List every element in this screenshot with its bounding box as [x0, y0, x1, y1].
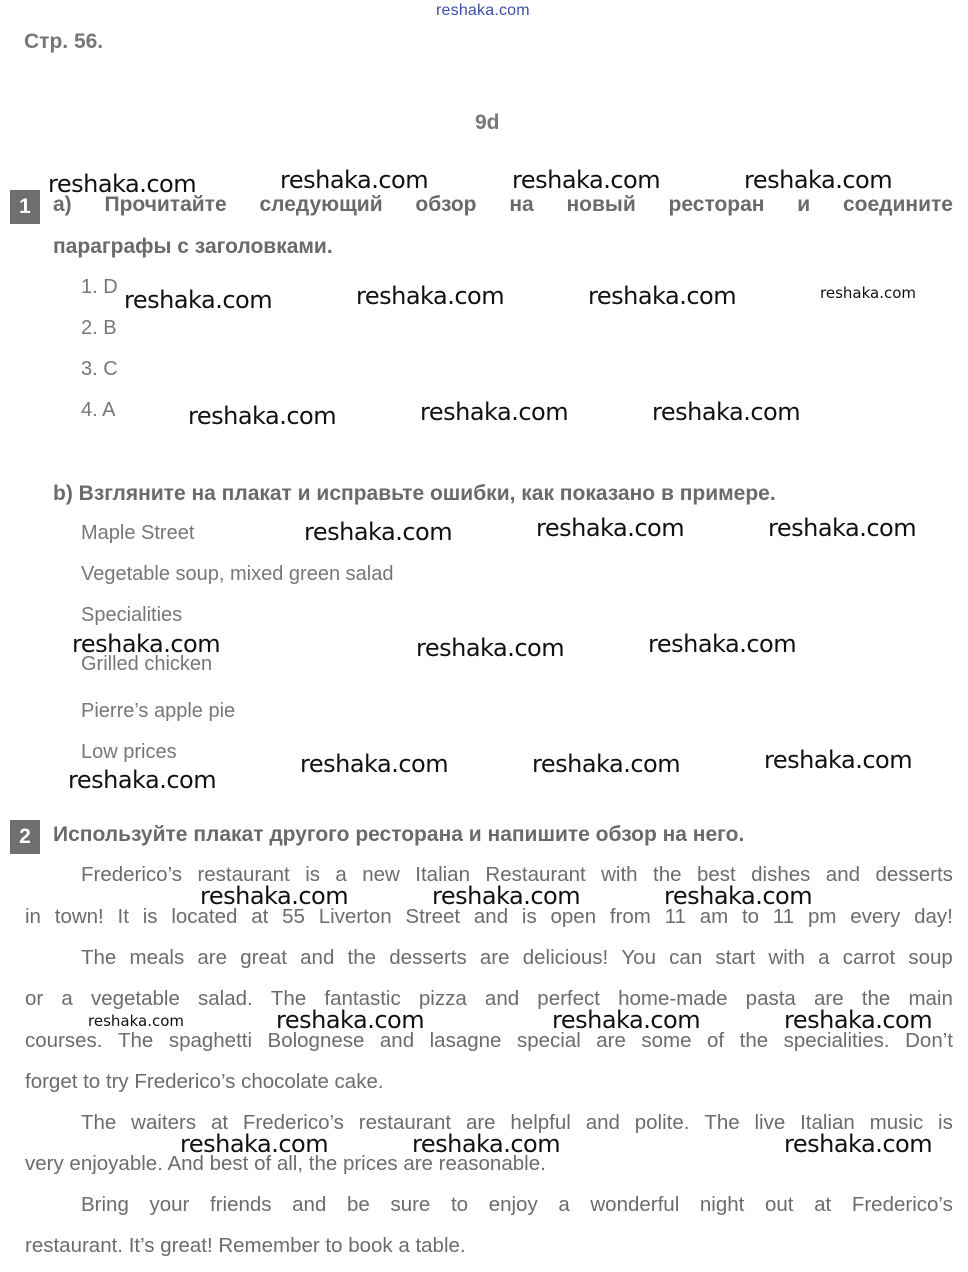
watermark: reshaka.com — [820, 284, 916, 302]
essay-word: a — [61, 987, 73, 1010]
essay-word: salad. — [198, 987, 253, 1010]
essay-word: your — [149, 1193, 190, 1216]
essay-word: lasagne — [429, 1029, 502, 1052]
essay-word: are — [596, 1029, 626, 1052]
essay-word: Italian — [415, 863, 470, 886]
essay-line — [25, 1225, 953, 1266]
essay-word: music — [869, 1111, 924, 1134]
heading-word: соедините — [843, 193, 953, 216]
essay-word: desserts — [389, 946, 467, 969]
exercise-1-badge: 1 — [10, 190, 40, 224]
essay-word: be — [347, 1193, 370, 1216]
essay-word: can — [669, 946, 703, 969]
watermark: reshaka.com — [664, 882, 813, 910]
essay-word: delicious! — [522, 946, 609, 969]
essay-word: and — [379, 1029, 415, 1052]
essay-word: in — [25, 905, 41, 928]
watermark: reshaka.com — [280, 166, 429, 194]
correction-item: Specialities — [81, 604, 183, 626]
essay-word: waiters — [131, 1111, 197, 1134]
answer-item: 3. C — [81, 358, 118, 380]
essay-word: a — [558, 1193, 570, 1216]
watermark: reshaka.com — [416, 634, 565, 662]
essay-word: out — [764, 1193, 794, 1216]
essay-word: Bring — [81, 1193, 129, 1216]
essay-word: It — [117, 905, 129, 928]
essay-word: The — [270, 987, 307, 1010]
essay-word: enjoy — [488, 1193, 538, 1216]
unit-label: 9d — [475, 111, 500, 134]
watermark: reshaka.com — [48, 170, 197, 198]
watermark: reshaka.com — [68, 766, 217, 794]
watermark: reshaka.com — [300, 750, 449, 778]
essay-word: of — [707, 1029, 725, 1052]
essay-word: is — [938, 1111, 953, 1134]
essay-word: The — [81, 1111, 117, 1134]
essay-word: wonderful — [590, 1193, 680, 1216]
essay-line — [81, 937, 953, 978]
essay-word: courses. — [25, 1029, 103, 1052]
essay-word: new — [362, 863, 400, 886]
essay-word: Italian — [800, 1111, 855, 1134]
essay-word: is — [521, 905, 537, 928]
essay-word: Frederico’s — [242, 1111, 344, 1134]
essay-word: Frederico’s — [81, 863, 183, 886]
watermark: reshaka.com — [552, 1006, 701, 1034]
watermark: reshaka.com — [88, 1012, 184, 1030]
watermark: reshaka.com — [512, 166, 661, 194]
essay-word: friends — [210, 1193, 272, 1216]
essay-word: are — [465, 1111, 496, 1134]
watermark: reshaka.com — [304, 518, 453, 546]
essay-word: to — [741, 905, 760, 928]
essay-word: main — [908, 987, 953, 1010]
essay-word: pasta — [745, 987, 796, 1010]
essay-word: home-made — [618, 987, 728, 1010]
essay-word: with — [768, 946, 805, 969]
essay-word: The — [81, 946, 117, 969]
essay-word: open — [550, 905, 597, 928]
answer-item: 2. B — [81, 317, 117, 339]
essay-word: spaghetti — [168, 1029, 253, 1052]
essay-word: the — [347, 946, 377, 969]
watermark: reshaka.com — [768, 514, 917, 542]
essay-word: and — [825, 863, 861, 886]
correction-item: Low prices — [81, 741, 177, 763]
essay-word: vegetable — [90, 987, 180, 1010]
watermark: reshaka.com — [276, 1006, 425, 1034]
watermark: reshaka.com — [180, 1130, 329, 1158]
essay-word: at — [251, 905, 269, 928]
essay-word: meals — [129, 946, 185, 969]
essay-word: 11 — [772, 905, 795, 928]
watermark: reshaka.com — [356, 282, 505, 310]
watermark: reshaka.com — [432, 882, 581, 910]
heading-word: и — [797, 193, 811, 216]
correction-item: Vegetable soup, mixed green salad — [81, 563, 394, 585]
essay-word: 55 — [282, 905, 305, 928]
heading-word: новый — [566, 193, 636, 216]
heading-word: обзор — [415, 193, 477, 216]
watermark: reshaka.com — [412, 1130, 561, 1158]
essay-word: perfect — [537, 987, 600, 1010]
essay-line-text: forget to try Frederico’s chocolate cake. — [25, 1070, 384, 1093]
exercise-1b-heading: b) Взгляните на плакат и исправьте ошибки, как показано в примере. — [53, 482, 776, 505]
essay-word: You — [621, 946, 656, 969]
essay-word: pm — [807, 905, 837, 928]
essay-word: specialities. — [783, 1029, 890, 1052]
watermark: reshaka.com — [784, 1130, 933, 1158]
essay-word: Bolognese — [267, 1029, 365, 1052]
watermark: reshaka.com — [188, 402, 337, 430]
essay-word: special — [516, 1029, 581, 1052]
essay-word: carrot — [842, 946, 896, 969]
essay-word: The — [704, 1111, 740, 1134]
essay-word: some — [641, 1029, 692, 1052]
essay-word: am — [699, 905, 729, 928]
essay-word: best — [696, 863, 736, 886]
exercise-2-badge: 2 — [10, 820, 40, 854]
essay-line — [81, 1184, 953, 1225]
essay-word: a — [818, 946, 830, 969]
watermark: reshaka.com — [588, 282, 737, 310]
essay-word: are — [479, 946, 510, 969]
essay-word: the — [861, 987, 891, 1010]
essay-word: are — [197, 946, 228, 969]
heading-word: следующий — [259, 193, 383, 216]
correction-item: Grilled chicken — [81, 653, 213, 675]
correction-item: Pierre’s apple pie — [81, 700, 236, 722]
essay-word: live — [754, 1111, 786, 1134]
essay-word: the — [653, 863, 682, 886]
essay-word: at — [210, 1111, 229, 1134]
essay-word: with — [601, 863, 638, 886]
essay-word: Liverton — [318, 905, 392, 928]
essay-word: to — [450, 1193, 469, 1216]
essay-word: desserts — [875, 863, 953, 886]
essay-word: is — [142, 905, 158, 928]
essay-word: and — [484, 987, 520, 1010]
essay-line-text: very enjoyable. And best of all, the prices are reasonable. — [25, 1152, 546, 1175]
watermark: reshaka.com — [744, 166, 893, 194]
essay-word: are — [813, 987, 844, 1010]
essay-word: town! — [54, 905, 104, 928]
watermark: reshaka.com — [532, 750, 681, 778]
essay-word: from — [609, 905, 651, 928]
watermark: reshaka.com — [652, 398, 801, 426]
essay-word: is — [305, 863, 320, 886]
essay-word: polite. — [634, 1111, 690, 1134]
essay-word: pizza — [418, 987, 467, 1010]
site-watermark-top: reshaka.com — [436, 2, 530, 19]
watermark: reshaka.com — [420, 398, 569, 426]
essay-word: Restaurant — [485, 863, 586, 886]
essay-word: and — [585, 1111, 620, 1134]
heading-word: Прочитайте — [104, 193, 227, 216]
watermark: reshaka.com — [784, 1006, 933, 1034]
watermark: reshaka.com — [200, 882, 349, 910]
heading-word: ресторан — [668, 193, 765, 216]
essay-word: and — [300, 946, 335, 969]
essay-word: Street — [405, 905, 461, 928]
essay-word: day! — [914, 905, 953, 928]
essay-word: helpful — [510, 1111, 571, 1134]
essay-word: night — [699, 1193, 745, 1216]
page-number: Стр. 56. — [24, 30, 104, 53]
watermark: reshaka.com — [124, 286, 273, 314]
essay-word: sure — [390, 1193, 431, 1216]
essay-word: Frederico’s — [851, 1193, 953, 1216]
watermark: reshaka.com — [536, 514, 685, 542]
essay-word: great — [240, 946, 287, 969]
essay-word: the — [739, 1029, 769, 1052]
essay-word: located — [171, 905, 238, 928]
watermark: reshaka.com — [648, 630, 797, 658]
answer-item: 1. D — [81, 276, 118, 298]
essay-word: The — [117, 1029, 154, 1052]
essay-word: 11 — [664, 905, 686, 928]
essay-word: at — [814, 1193, 832, 1216]
essay-line — [25, 1061, 953, 1102]
watermark: reshaka.com — [72, 630, 221, 658]
answer-item: 4. A — [81, 399, 116, 421]
essay-word: a — [335, 863, 347, 886]
essay-word: restaurant — [197, 863, 290, 886]
essay-word: start — [715, 946, 756, 969]
essay-line-text: restaurant. It’s great! Remember to book a table. — [25, 1234, 466, 1257]
essay-word: or — [25, 987, 44, 1010]
watermark: reshaka.com — [764, 746, 913, 774]
exercise-1a-heading-cont: параграфы с заголовками. — [53, 235, 333, 258]
essay-word: and — [292, 1193, 327, 1216]
correction-item: Maple Street — [81, 522, 195, 544]
essay-word: every — [850, 905, 901, 928]
essay-word: fantastic — [324, 987, 401, 1010]
essay-word: soup — [908, 946, 953, 969]
essay-word: dishes — [751, 863, 811, 886]
essay-word: and — [473, 905, 509, 928]
exercise-2-heading: Используйте плакат другого ресторана и напишите обзор на него. — [53, 823, 745, 846]
essay-word: Don’t — [905, 1029, 953, 1052]
heading-word: а) — [53, 193, 72, 216]
essay-word: restaurant — [358, 1111, 452, 1134]
heading-word: на — [509, 193, 534, 216]
